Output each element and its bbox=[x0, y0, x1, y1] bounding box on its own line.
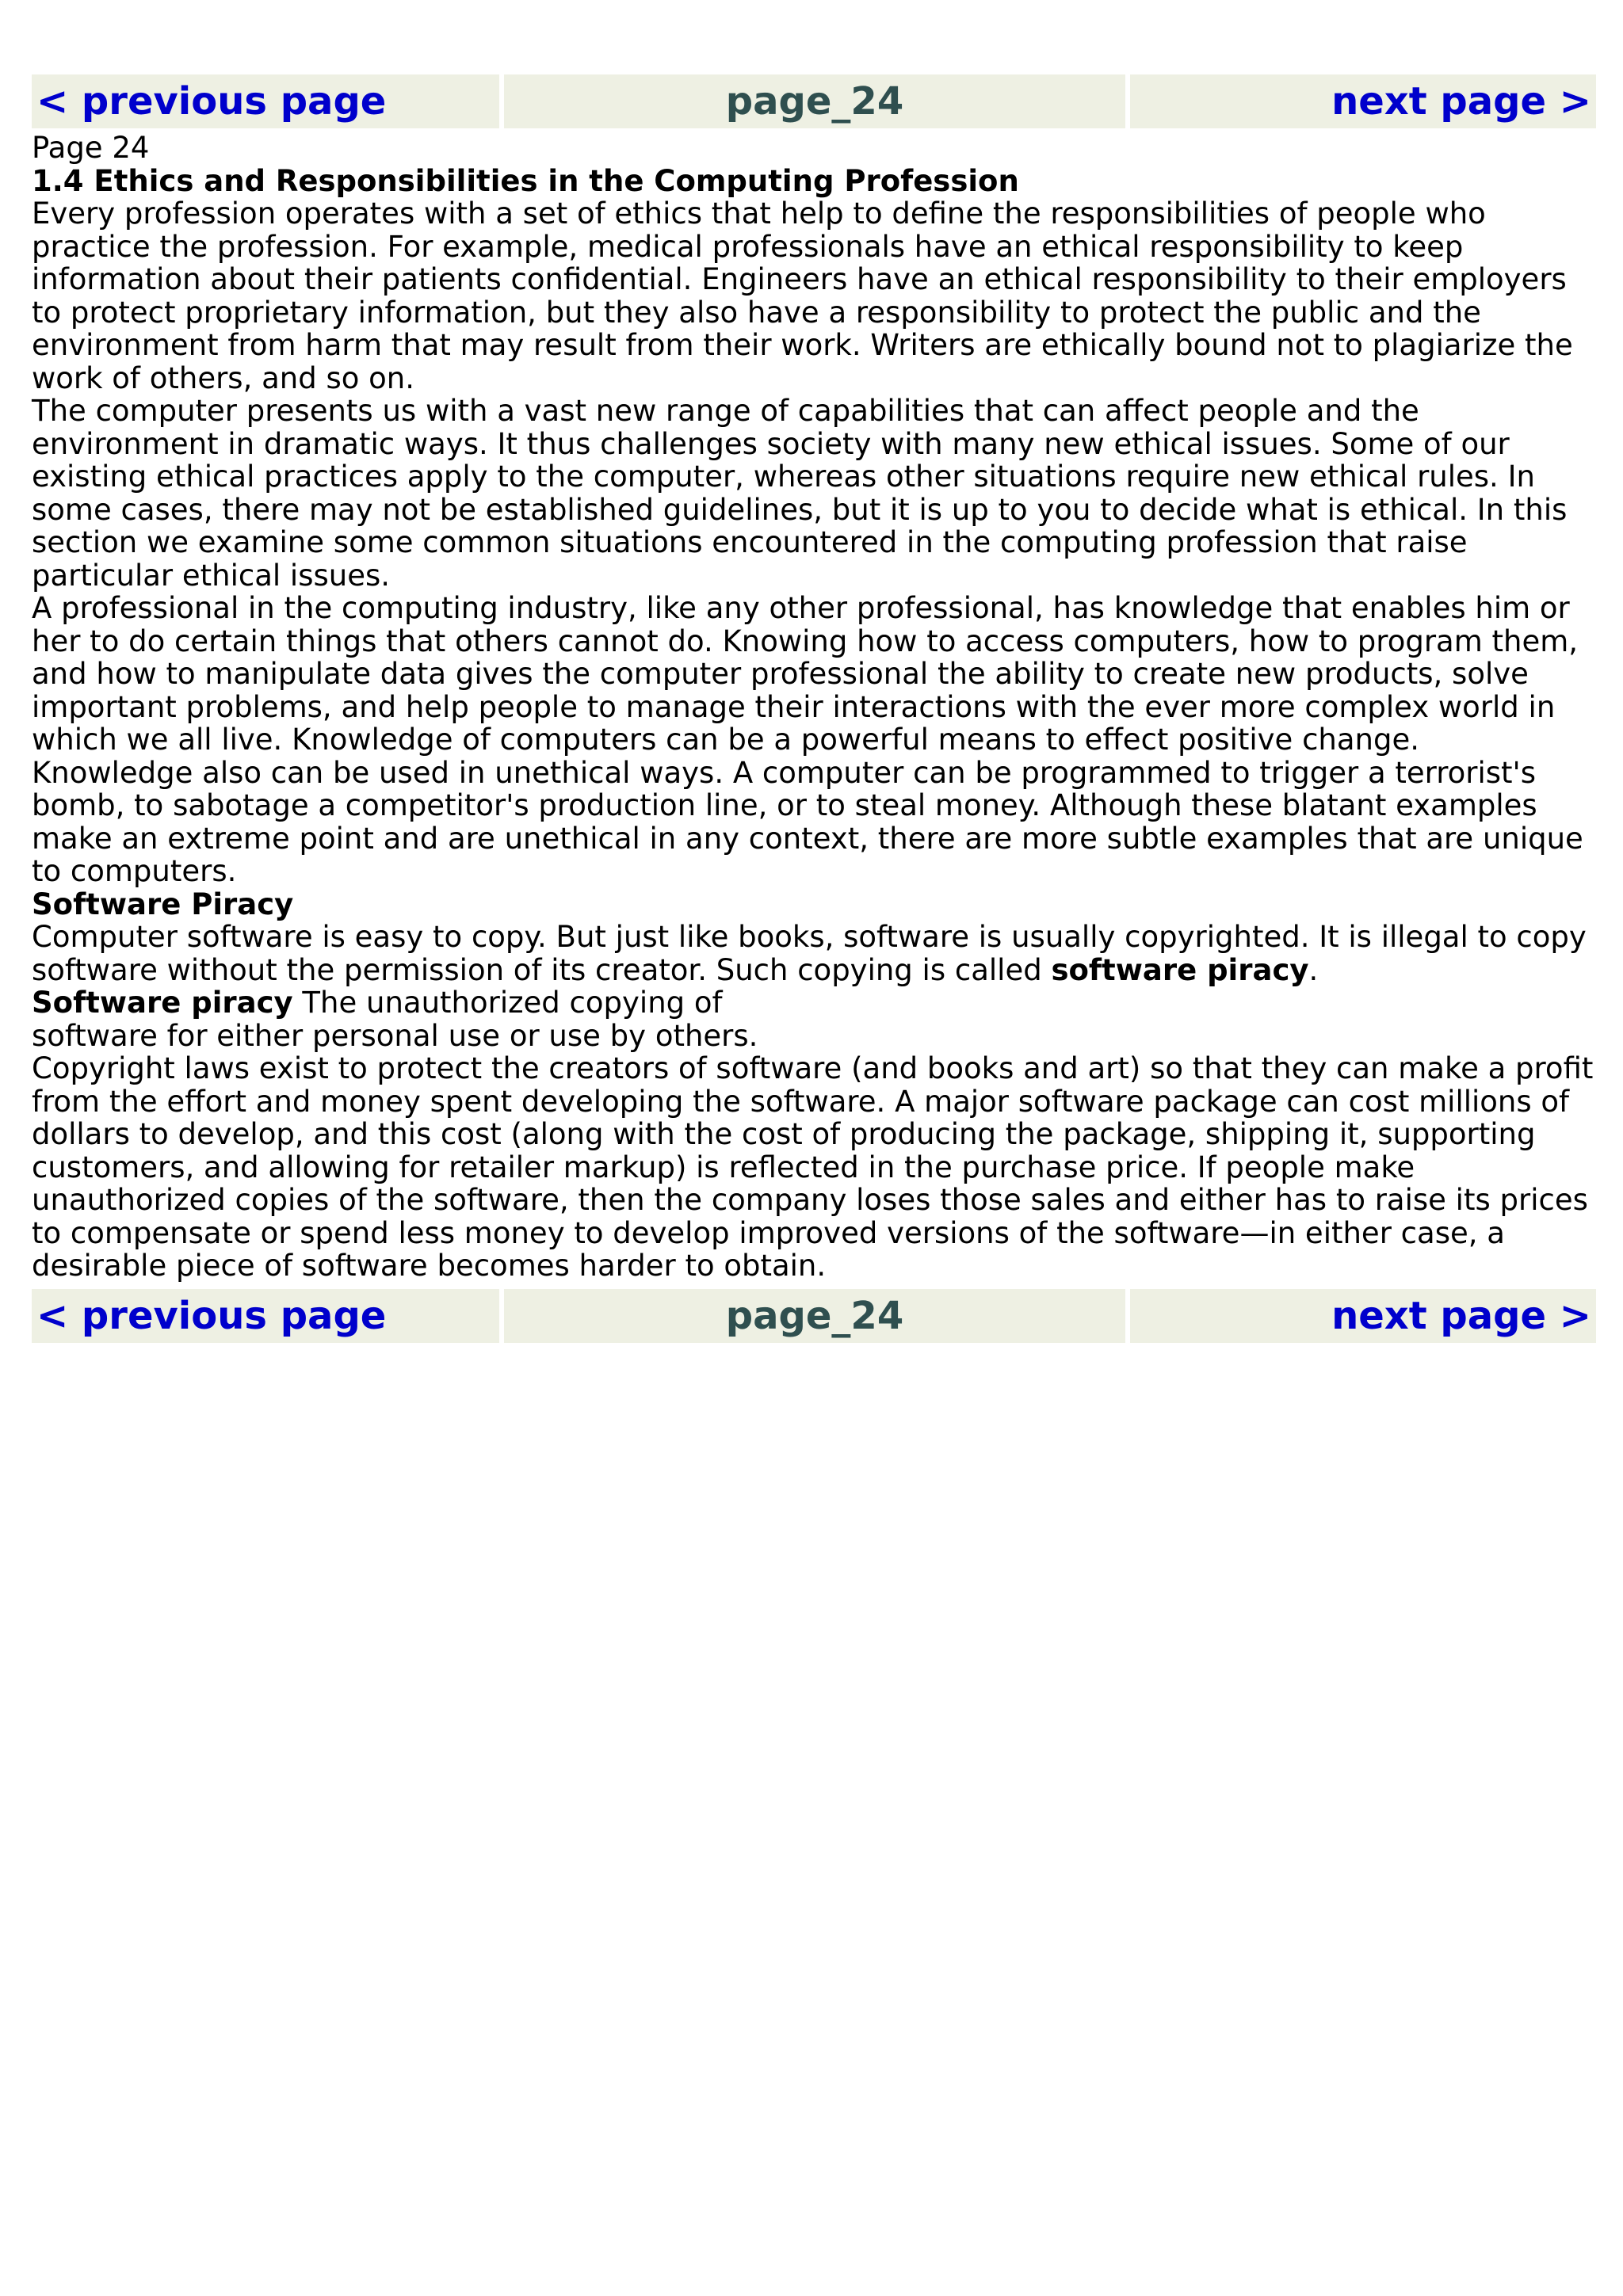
paragraph-unethical-uses: Knowledge also can be used in unethical ways. A computer can be programmed to trigger a terrorist's bomb, to sabotage a competitor's production line, or to steal money. Although these blatant examples make an extreme point and are unethical in any context, there are more subtle examples that are unique to computers. bbox=[32, 755, 1583, 888]
piracy-paragraph-end: . bbox=[1308, 952, 1319, 987]
paragraph-ethics-intro: Every profession operates with a set of ethics that help to define the responsibilities of people who practice the profession. For example, medical professionals have an ethical responsibility to keep information about their patients confidential. Engineers have an ethical responsibility to their employers to protect proprietary information, but they also have a responsibility to protect the public and the environment from harm that may result from their work. Writers are ethically bound not to plagiarize the work of others, and so on. bbox=[32, 196, 1573, 395]
piracy-term: software piracy bbox=[1051, 952, 1309, 987]
top-navigation-bar bbox=[32, 74, 1596, 128]
definition-term: Software piracy bbox=[32, 986, 293, 1020]
definition-text: The unauthorized copying of software for either personal use or use by others. bbox=[32, 986, 758, 1053]
top-page-indicator: page_24 bbox=[725, 79, 904, 124]
document-page bbox=[32, 74, 1596, 1343]
paragraph-copyright-laws: Copyright laws exist to protect the creators of software (and books and art) so that they can make a profit from the effort and money spent developing the software. A major software package can cost millions of dollars to develop, and this cost (along with the cost of producing the package, shipping it, supporting customers, and allowing for retailer markup) is reflected in the purchase price. If people make unauthorized copies of the software, then the company loses those sales and either has to raise its prices to compensate or spend less money to develop improved versions of the software—in either case, a desirable piece of software becomes harder to obtain. bbox=[32, 1051, 1594, 1283]
top-nav-prev-cell bbox=[32, 74, 499, 128]
bottom-page-indicator: page_24 bbox=[725, 1293, 904, 1338]
page-number: Page 24 bbox=[32, 131, 150, 165]
top-nav-page-cell bbox=[504, 74, 1125, 128]
bottom-navigation-bar bbox=[32, 1289, 1596, 1343]
bottom-nav-prev-cell bbox=[32, 1289, 499, 1343]
top-nav-next-cell bbox=[1130, 74, 1596, 128]
bottom-previous-page-link[interactable]: < previous page bbox=[36, 1293, 387, 1338]
bottom-next-page-link[interactable]: next page > bbox=[1331, 1293, 1591, 1338]
top-next-page-link[interactable]: next page > bbox=[1331, 79, 1591, 124]
bottom-nav-next-cell bbox=[1130, 1289, 1596, 1343]
paragraph-professional-knowledge: A professional in the computing industry, like any other professional, has knowledge that enables him or her to do certain things that others cannot do. Knowing how to access computers, how to program them, and how to manipulate data gives the computer professional the ability to create new products, solve important problems, and help people to manage their interactions with the ever more complex world in which we all live. Knowledge of computers can be a powerful means to effect positive change. bbox=[32, 591, 1579, 757]
paragraph-computer-capabilities: The computer presents us with a vast new range of capabilities that can affect people and the environment in dramatic ways. It thus challenges society with many new ethical issues. Some of our existing ethical practices apply to the computer, whereas other situations require new ethical rules. In some cases, there may not be established guidelines, but it is up to you to decide what is ethical. In this section we examine some common situations encountered in the computing profession that raise particular ethical issues. bbox=[32, 394, 1568, 593]
piracy-paragraph-text: Computer software is easy to copy. But just like books, software is usually copyrighted. It is illegal to copy software without the permission of its creator. Such copying is called bbox=[32, 920, 1587, 987]
margin-definition bbox=[32, 986, 777, 1052]
subheading-software-piracy: Software Piracy bbox=[32, 887, 294, 921]
top-previous-page-link[interactable]: < previous page bbox=[36, 79, 387, 124]
bottom-nav-page-cell bbox=[504, 1289, 1125, 1343]
page-content bbox=[32, 128, 1596, 1289]
paragraph-software-piracy bbox=[32, 921, 1596, 986]
section-heading: 1.4 Ethics and Responsibilities in the Computing Profession bbox=[32, 163, 1019, 198]
